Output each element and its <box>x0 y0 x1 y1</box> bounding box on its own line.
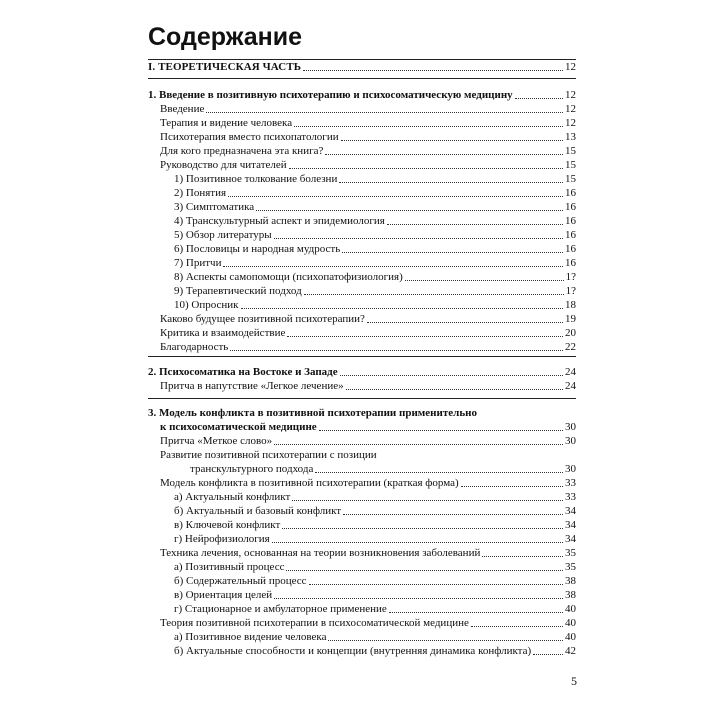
toc-entry[interactable] <box>148 419 576 433</box>
toc-entry-title: в) Ключевой конфликт <box>174 519 281 531</box>
toc-entry[interactable] <box>148 185 576 199</box>
toc-entry[interactable] <box>148 517 576 531</box>
dot-leader <box>294 126 563 127</box>
toc-entry-title: г) Стационарное и амбулаторное применение <box>174 603 387 615</box>
dot-leader <box>482 556 563 557</box>
dot-leader <box>346 389 563 390</box>
toc-entry-page: 24 <box>565 366 576 378</box>
dot-leader <box>387 224 563 225</box>
toc-entry-page: 15 <box>565 159 576 171</box>
dot-leader <box>341 140 563 141</box>
toc-entry[interactable] <box>148 129 576 143</box>
dot-leader <box>325 154 563 155</box>
toc-entry-title: Притча «Меткое слово» <box>160 435 273 447</box>
dot-leader <box>405 280 564 281</box>
dot-leader <box>515 98 563 99</box>
toc-entry-title: к психосоматической медицине <box>160 421 317 433</box>
dot-leader <box>289 168 563 169</box>
toc-entry-title: Притча в напутствие «Легкое лечение» <box>160 380 344 392</box>
toc-entry-title: Введение <box>160 103 205 115</box>
toc-entry-title: Модель конфликта в позитивной психотерапии (краткая форма) <box>160 477 459 489</box>
toc-entry[interactable] <box>148 405 576 419</box>
toc-entry-page: 22 <box>565 341 576 353</box>
toc-entry-title: 1. Введение в позитивную психотерапию и психосоматическую медицину <box>148 89 513 101</box>
toc-entry-page: 16 <box>565 187 576 199</box>
toc-entry-page: 12 <box>565 61 576 73</box>
dot-leader <box>367 322 563 323</box>
toc-entry[interactable] <box>148 59 576 73</box>
dot-leader <box>282 528 563 529</box>
toc-entry-title: Техника лечения, основанная на теории возникновения заболеваний <box>160 547 481 559</box>
toc-entry-title: Благодарность <box>160 341 229 353</box>
toc-entry[interactable] <box>148 447 576 461</box>
toc-entry-title: а) Актуальный конфликт <box>174 491 291 503</box>
toc-entry-page: 1? <box>565 285 576 297</box>
toc-entry-title: б) Актуальные способности и концепции (внутренняя динамика конфликта) <box>174 645 532 657</box>
toc-entry-title: б) Актуальный и базовый конфликт <box>174 505 342 517</box>
toc-entry-title: 2. Психосоматика на Востоке и Западе <box>148 366 338 378</box>
dot-leader <box>274 444 563 445</box>
toc-entry-title: 4) Транскультурный аспект и эпидемиология <box>174 215 385 227</box>
dot-leader <box>315 472 563 473</box>
dot-leader <box>274 238 563 239</box>
toc-entry-page: 13 <box>565 131 576 143</box>
toc-entry-page: 33 <box>565 491 576 503</box>
divider <box>148 398 576 399</box>
toc-entry[interactable] <box>148 615 576 629</box>
toc-entry-page: 12 <box>565 89 576 101</box>
toc-entry[interactable] <box>148 241 576 255</box>
dot-leader <box>206 112 563 113</box>
dot-leader <box>272 542 563 543</box>
toc-entry-page: 12 <box>565 103 576 115</box>
toc-entry[interactable] <box>148 157 576 171</box>
toc-entry[interactable] <box>148 489 576 503</box>
dot-leader <box>292 500 563 501</box>
toc-entry-page: 38 <box>565 589 576 601</box>
toc-entry-page: 16 <box>565 243 576 255</box>
toc-entry-title: 10) Опросник <box>174 299 239 311</box>
toc-entry[interactable] <box>148 325 576 339</box>
toc-entry-page: 35 <box>565 561 576 573</box>
dot-leader <box>340 375 563 376</box>
toc-entry-page: 16 <box>565 229 576 241</box>
toc-entry[interactable] <box>148 573 576 587</box>
toc-entry-title: транскультурного подхода <box>190 463 314 475</box>
toc-entry-title: б) Содержательный процесс <box>174 575 307 587</box>
divider <box>148 356 576 357</box>
toc-entry[interactable] <box>148 199 576 213</box>
dot-leader <box>286 570 563 571</box>
dot-leader <box>461 486 563 487</box>
toc-entry[interactable] <box>148 269 576 283</box>
toc-entry-title: 8) Аспекты самопомощи (психопатофизиология) <box>174 271 403 283</box>
toc-entry[interactable] <box>148 283 576 297</box>
toc-entry-title: 6) Пословицы и народная мудрость <box>174 243 341 255</box>
toc-entry-title: Развитие позитивной психотерапии с позиции <box>160 449 377 461</box>
toc-entry[interactable] <box>148 171 576 185</box>
dot-leader <box>303 70 563 71</box>
toc-entry[interactable] <box>148 531 576 545</box>
toc-entry[interactable] <box>148 587 576 601</box>
toc-entry-title: а) Позитивное видение человека <box>174 631 327 643</box>
dot-leader <box>533 654 563 655</box>
toc-entry[interactable] <box>148 339 576 353</box>
dot-leader <box>339 182 563 183</box>
toc-entry[interactable] <box>148 115 576 129</box>
toc-entry-title: 1) Позитивное толкование болезни <box>174 173 338 185</box>
toc-entry-title: г) Нейрофизиология <box>174 533 270 545</box>
toc-entry-page: 15 <box>565 145 576 157</box>
toc-entry-page: 34 <box>565 533 576 545</box>
toc-entry[interactable] <box>148 297 576 311</box>
toc-entry-page: 30 <box>565 463 576 475</box>
toc-entry-title: 5) Обзор литературы <box>174 229 272 241</box>
toc-entry[interactable] <box>148 143 576 157</box>
toc-entry[interactable] <box>148 213 576 227</box>
toc-entry-page: 40 <box>565 617 576 629</box>
toc-entry-title: 2) Понятия <box>174 187 227 199</box>
toc-entry-page: 30 <box>565 435 576 447</box>
toc-entry[interactable] <box>148 475 576 489</box>
dot-leader <box>389 612 563 613</box>
dot-leader <box>274 598 563 599</box>
toc-entry[interactable] <box>148 364 576 378</box>
dot-leader <box>342 252 563 253</box>
toc-entry[interactable] <box>148 87 576 101</box>
toc-entry-page: 40 <box>565 603 576 615</box>
dot-leader <box>343 514 563 515</box>
toc-entry-page: 20 <box>565 327 576 339</box>
dot-leader <box>319 430 563 431</box>
toc-entry[interactable] <box>148 601 576 615</box>
toc-entry-title: Каково будущее позитивной психотерапии? <box>160 313 365 325</box>
toc-entry-page: 19 <box>565 313 576 325</box>
toc-entry-page: 30 <box>565 421 576 433</box>
page-number: 5 <box>571 674 577 688</box>
dot-leader <box>287 336 563 337</box>
toc-entry-page: 34 <box>565 519 576 531</box>
toc-entry[interactable] <box>148 378 576 392</box>
toc-entry-page: 40 <box>565 631 576 643</box>
toc-entry-page: 18 <box>565 299 576 311</box>
toc-entry-title: Для кого предназначена эта книга? <box>160 145 324 157</box>
toc-entry-page: 16 <box>565 201 576 213</box>
toc-entry-title: I. ТЕОРЕТИЧЕСКАЯ ЧАСТЬ <box>148 61 302 73</box>
toc-entry-title: 3) Симптоматика <box>174 201 255 213</box>
toc-entry-title: 7) Притчи <box>174 257 222 269</box>
toc-entry[interactable] <box>148 643 576 657</box>
toc-entry-title: Критика и взаимодействие <box>160 327 286 339</box>
toc-entry-page: 34 <box>565 505 576 517</box>
toc-entry-page: 16 <box>565 215 576 227</box>
divider <box>148 78 576 79</box>
dot-leader <box>228 196 563 197</box>
toc-entry-title: Психотерапия вместо психопатологии <box>160 131 339 143</box>
toc-entry-title: в) Ориентация целей <box>174 589 273 601</box>
toc-entry[interactable] <box>148 433 576 447</box>
toc-entry-page: 24 <box>565 380 576 392</box>
toc-entry-title: а) Позитивный процесс <box>174 561 285 573</box>
toc-entry[interactable] <box>148 311 576 325</box>
toc-entry-title: 9) Терапевтический подход <box>174 285 302 297</box>
dot-leader <box>309 584 563 585</box>
toc-entry-title: Теория позитивной психотерапии в психосоматической медицине <box>160 617 469 629</box>
toc-entry-page: 12 <box>565 117 576 129</box>
toc-entry-page: 35 <box>565 547 576 559</box>
dot-leader <box>256 210 563 211</box>
toc-entry[interactable] <box>148 503 576 517</box>
toc-entry[interactable] <box>148 461 576 475</box>
toc-entry-page: 42 <box>565 645 576 657</box>
toc-entry[interactable] <box>148 101 576 115</box>
toc-entry[interactable] <box>148 255 576 269</box>
toc-entry-page: 1? <box>565 271 576 283</box>
dot-leader <box>230 350 563 351</box>
toc-entry-title: Руководство для читателей <box>160 159 287 171</box>
toc-entry-page: 16 <box>565 257 576 269</box>
toc-entry-title: Терапия и видение человека <box>160 117 293 129</box>
dot-leader <box>328 640 563 641</box>
toc-entry-page: 15 <box>565 173 576 185</box>
page-title: Содержание <box>148 23 303 51</box>
toc-entry[interactable] <box>148 227 576 241</box>
toc-entry-page: 33 <box>565 477 576 489</box>
dot-leader <box>241 308 563 309</box>
toc-entry[interactable] <box>148 629 576 643</box>
dot-leader <box>223 266 563 267</box>
toc-entry-title: 3. Модель конфликта в позитивной психотерапии применительно <box>148 407 477 419</box>
toc-entry[interactable] <box>148 545 576 559</box>
dot-leader <box>304 294 564 295</box>
dot-leader <box>471 626 563 627</box>
toc-entry[interactable] <box>148 559 576 573</box>
toc-entry-page: 38 <box>565 575 576 587</box>
